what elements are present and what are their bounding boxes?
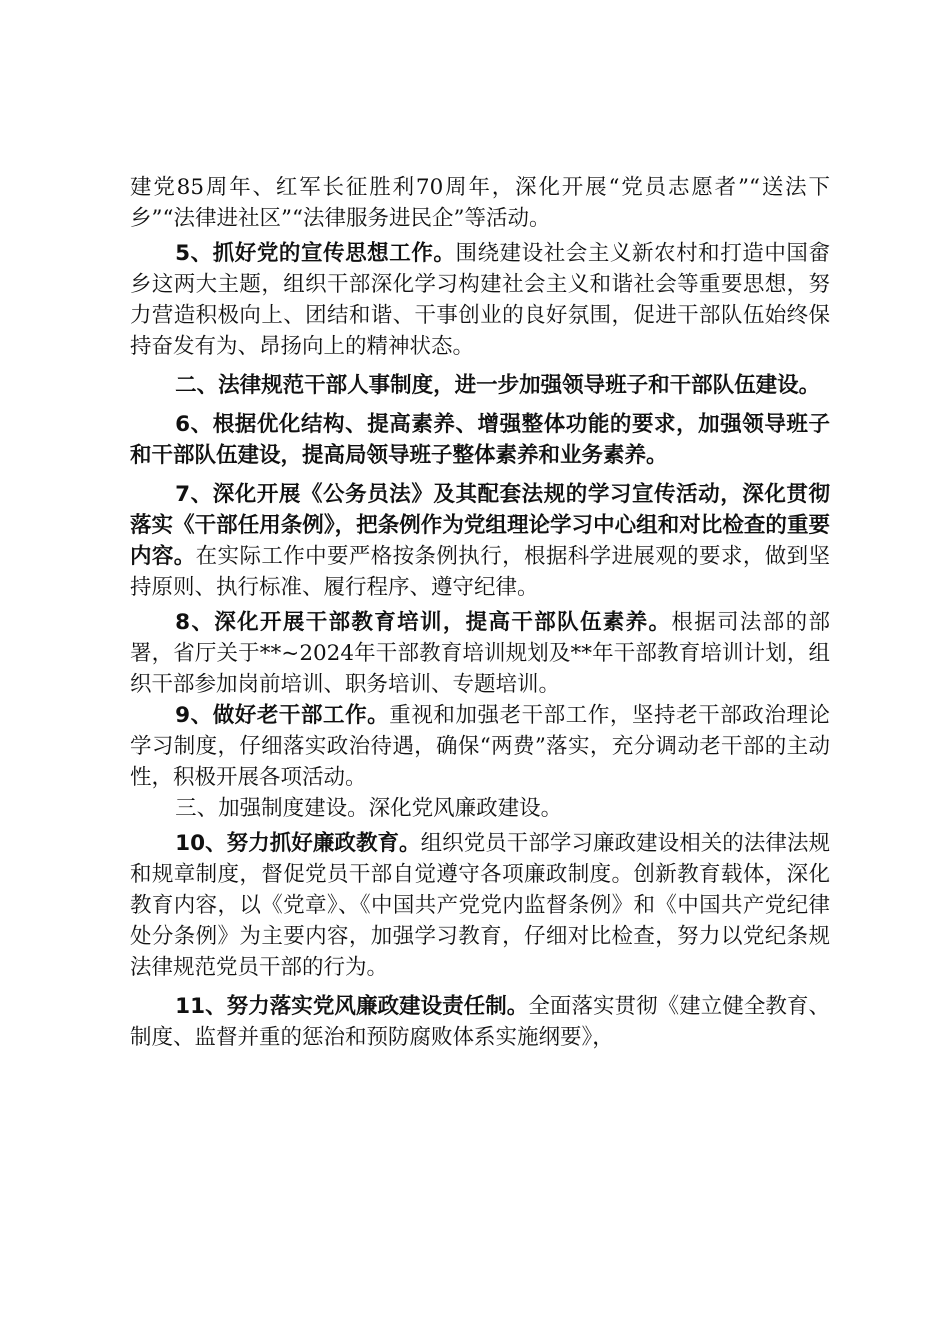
paragraph-item-6 [130, 409, 830, 471]
paragraph-item-5 [130, 238, 830, 362]
document-page [130, 172, 830, 1053]
paragraph-item-7 [130, 479, 830, 603]
paragraph-item-11 [130, 991, 830, 1053]
paragraph-lead: 8、深化开展干部教育培训，提高干部队伍素养。 [175, 610, 672, 635]
paragraph-item-10 [130, 828, 830, 983]
paragraph-lead: 5、抓好党的宣传思想工作。 [175, 241, 456, 266]
paragraph-lead: 11、努力落实党风廉政建设责任制。 [175, 994, 529, 1019]
section-heading-2 [130, 370, 830, 401]
paragraph-item-9 [130, 700, 830, 793]
paragraph-body: 建党85周年、红军长征胜利70周年，深化开展“党员志愿者”“送法下乡”“法律进社区”“法律服务进民企”等活动。 [130, 175, 830, 231]
paragraph-lead: 9、做好老干部工作。 [175, 703, 390, 728]
paragraph-body: 重视和加强老干部工作，坚持老干部政治理论学习制度，仔细落实政治待遇，确保“两费”落实，充分调动老干部的主动性，积极开展各项活动。 [130, 703, 830, 790]
paragraph-continuation [130, 172, 830, 234]
paragraph-item-8 [130, 607, 830, 700]
heading-text: 三、加强制度建设。深化党风廉政建设。 [175, 796, 563, 821]
paragraph-body: 围绕建设社会主义新农村和打造中国畲乡这两大主题，组织干部深化学习构建社会主义和谐社会等重要思想，努力营造积极向上、团结和谐、干事创业的良好氛围，促进干部队伍始终保持奋发有为、昂扬向上的精神状态。 [130, 241, 830, 359]
paragraph-body: 在实际工作中要严格按条例执行，根据科学进展观的要求，做到坚持原则、执行标准、履行程序、遵守纪律。 [130, 544, 830, 600]
paragraph-body: 组织党员干部学习廉政建设相关的法律法规和规章制度，督促党员干部自觉遵守各项廉政制度。创新教育载体，深化教育内容，以《党章》、《中国共产党党内监督条例》和《中国共产党纪律处分条例》为主要内容，加强学习教育，仔细对比检查，努力以党纪条规法律规范党员干部的行为。 [130, 831, 830, 980]
paragraph-lead: 10、努力抓好廉政教育。 [175, 831, 421, 856]
heading-text: 二、法律规范干部人事制度，进一步加强领导班子和干部队伍建设。 [175, 373, 821, 398]
paragraph-body: 根据司法部的部署，省厅关于**~2024年干部教育培训规划及**年干部教育培训计划，组织干部参加岗前培训、职务培训、专题培训。 [130, 610, 830, 697]
paragraph-lead: 7、深化开展《公务员法》及其配套法规的学习宣传活动，深化贯彻落实《干部任用条例》，把条例作为党组理论学习中心组和对比检查的重要内容。 [130, 482, 830, 569]
paragraph-lead: 6、根据优化结构、提高素养、增强整体功能的要求，加强领导班子和干部队伍建设，提高局领导班子整体素养和业务素养。 [130, 412, 830, 468]
section-heading-3 [130, 793, 830, 824]
paragraph-body: 全面落实贯彻《建立健全教育、制度、监督并重的惩治和预防腐败体系实施纲要》， [130, 994, 830, 1050]
